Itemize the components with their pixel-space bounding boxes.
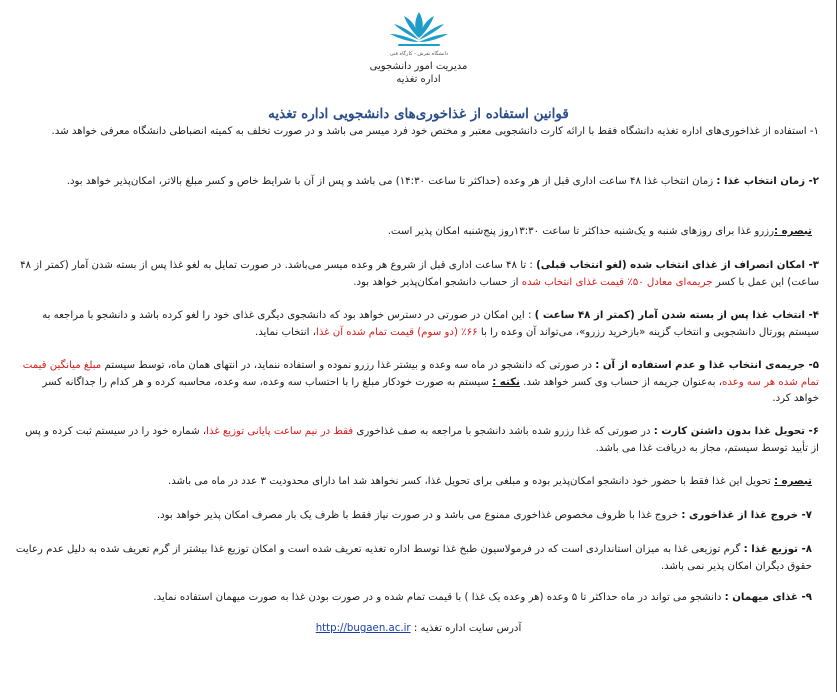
rule-8-heading: ۸- توزیع غذا :	[743, 544, 812, 555]
rule-1	[19, 124, 819, 141]
rule-7-text: خروج غذا با ظروف مخصوص غذاخوری ممنوع می باشد و در صورت نیاز فقط با ظرف یک بار مصرف امکان پذیر خواهد بود.	[156, 510, 682, 521]
rule-4-text-a: : این امکان در صورتی در دسترس خواهد بود که دانشجوی دیگری غذای خود را لغو کرده باشد و دانشجو با مراجعه به سیستم پورتال دانشجویی و انتخاب گزینه «بازخرید رزرو»، می‌تواند آن وعده را با	[42, 310, 819, 338]
rule-4	[19, 308, 819, 341]
rule-5-note-heading: نکته :	[492, 376, 520, 388]
site-link[interactable]: http://bugaen.ac.ir	[315, 623, 411, 634]
rule-5-highlight: مبلغ میانگین قیمت تمام شده هر سه وعده	[22, 360, 819, 388]
logo-caption: دانشگاه تفرش - کارگاه فنی	[389, 51, 448, 57]
lotus-logo-icon	[384, 8, 454, 60]
note-2-text: تحویل این غذا فقط با حضور خود دانشجو امکان‌پذیر بوده و مبلغی برای تحویل غذا، کسر نخواهد شد اما دارای محدودیت ۳ عدد در ماه می باشد.	[167, 476, 774, 487]
note-2	[12, 474, 812, 491]
rule-9-text: دانشجو می تواند در ماه حداکثر تا ۵ وعده (هر وعده یک غذا ) با قیمت تمام شده و در صورت بودن غذا به صورت میهمان استفاده نماید.	[153, 592, 725, 603]
rule-4-heading: ۴- انتخاب غذا پس از بسته شدن آمار (کمتر از ۴۸ ساعت )	[534, 310, 819, 321]
note-2-heading: تبصره :	[774, 476, 812, 487]
rule-9-heading: ۹- غذای میهمان :	[724, 592, 812, 603]
rule-5	[19, 358, 819, 408]
note-1-heading: تبصره :	[774, 226, 812, 237]
rule-6	[19, 424, 819, 457]
rule-7	[12, 508, 812, 525]
rule-3	[19, 258, 819, 291]
rule-2-heading: ۲- زمان انتخاب غذا :	[716, 176, 819, 187]
org-name: مدیریت امور دانشجویی	[369, 61, 468, 72]
rule-9	[12, 590, 812, 607]
rule-5-text-a: در صورتی که دانشجو در ماه سه وعده و بیشتر غذا رزرو نموده و استفاده ننماید، در انتهای همان ماه، توسط سیستم	[101, 360, 596, 371]
rule-4-text-b: ، انتخاب نماید.	[254, 326, 316, 338]
rule-5-heading: ۵- جریمه‌ی انتخاب غذا و عدم استفاده از آن :	[595, 360, 819, 371]
rule-8-text: گرم توزیعی غذا به میزان استانداردی است که در فرمولاسیون طبخ غذا توسط اداره تغذیه تعریف شده است و امکان توزیع غذا بیشتر از گرم تعریف شده به دلیل عدم رعایت حقوق دیگران امکان پذیر نمی باشد.	[15, 544, 812, 572]
rule-2	[19, 174, 819, 191]
footer	[0, 623, 837, 634]
rule-3-highlight: جریمه‌ای معادل ۵۰٪ قیمت غذای انتخاب شده	[521, 276, 713, 288]
header	[0, 8, 837, 86]
page-title: قوانین استفاده از غذاخوری‌های دانشجویی اداره تغذیه	[268, 106, 569, 122]
rule-8	[12, 542, 812, 575]
rule-6-text-a: در صورتی که غذا رزرو شده باشد دانشجو با مراجعه به صف غذاخوری	[353, 426, 654, 437]
rule-6-highlight: فقط در نیم ساعت پایانی توزیع غذا	[206, 426, 354, 437]
footer-label: آدرس سایت اداره تغذیه :	[413, 623, 522, 634]
rule-5-text-b: ، به‌عنوان جریمه از حساب وی کسر خواهد شد.	[519, 376, 722, 388]
rule-5-text-c: سیستم به صورت خودکار مبلغ را با احتساب سه وعده، سه وعده، محاسبه کرده و هر کدام را جداگانه کسر خواهد کرد.	[42, 376, 819, 404]
rule-6-text-b: ، شماره خود را در سیستم ثبت کرده و پس از تأیید توسط سیستم، مجاز به دریافت غذا می باشد.	[25, 426, 819, 454]
note-1-text: رزرو غذا برای روزهای شنبه و یک‌شنبه حداکثر تا ساعت ۱۳:۳۰روز پنج‌شنبه امکان پذیر است.	[387, 226, 774, 237]
dept-name: اداره تغذیه	[396, 74, 441, 85]
rule-6-heading: ۶- تحویل غذا بدون داشتن کارت :	[653, 426, 819, 437]
rule-7-heading: ۷- خروج غذا از غذاخوری :	[681, 510, 812, 521]
rule-3-heading: ۳- امکان انصراف از غذای انتخاب شده (لغو انتخاب قبلی)	[536, 260, 819, 271]
rule-1-text: ۱- استفاده از غذاخوری‌های اداره تغذیه دانشگاه فقط با ارائه کارت دانشجویی معتبر و مختص خود فرد میسر می باشد و در صورت تخلف به کمیته انضباطی دانشگاه معرفی خواهد شد.	[51, 126, 819, 137]
rule-4-highlight: ۶۶٪ (دو سوم) قیمت تمام شده آن غذا	[315, 326, 478, 338]
note-1	[12, 224, 812, 241]
rule-2-text: زمان انتخاب غذا ۴۸ ساعت اداری قبل از هر وعده (حداکثر تا ساعت ۱۴:۳۰) می باشد و پس از آن با شرایط خاص و کسر مبلغ بالاتر، امکان‌پذیر خواهد بود.	[66, 176, 717, 187]
rule-3-text-b: از حساب دانشجو امکان‌پذیر خواهد بود.	[353, 276, 522, 288]
rule-3-text-a: : تا ۴۸ ساعت اداری قبل از شروع هر وعده میسر می‌باشد. در صورت تمایل به لغو غذا پس از بسته شدن آمار (کمتر از ۴۸ ساعت) این عمل با کسر	[20, 260, 819, 288]
